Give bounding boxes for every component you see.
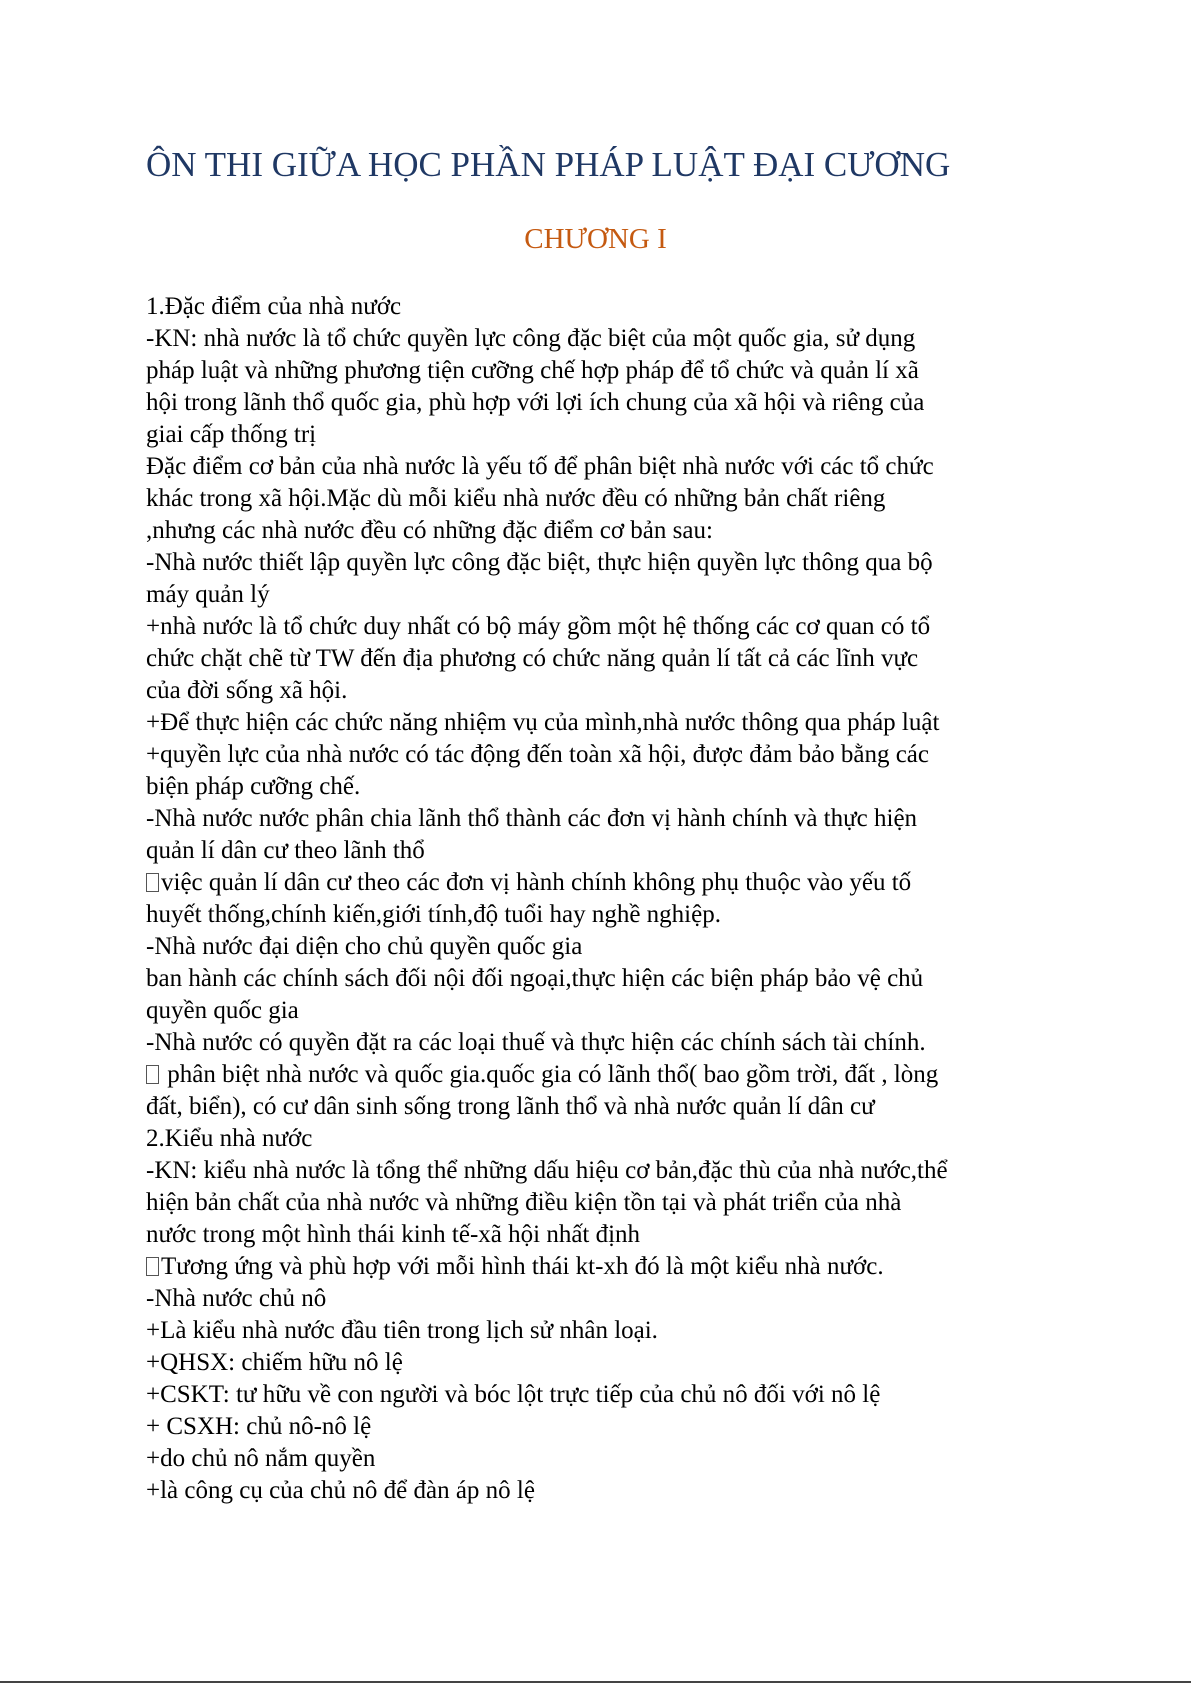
text-line: quyền quốc gia <box>146 997 299 1024</box>
text-line: -Nhà nước thiết lập quyền lực công đặc biệt, thực hiện quyền lực thông qua bộ <box>146 549 933 576</box>
text-line-with-symbol <box>146 1251 1066 1283</box>
footer-divider <box>0 1681 1191 1683</box>
text-line: -Nhà nước có quyền đặt ra các loại thuế và thực hiện các chính sách tài chính. <box>146 1029 926 1056</box>
text-line: nước trong một hình thái kinh tế-xã hội nhất định <box>146 1221 641 1248</box>
missing-glyph-box-icon <box>146 873 159 892</box>
text-line: +quyền lực của nhà nước có tác động đến toàn xã hội, được đảm bảo bằng các <box>146 741 929 768</box>
text-line-with-symbol <box>146 867 1066 899</box>
text-line: +Để thực hiện các chức năng nhiệm vụ của mình,nhà nước thông qua pháp luật <box>146 709 940 736</box>
document-title: ÔN THI GIỮA HỌC PHẦN PHÁP LUẬT ĐẠI CƯƠNG <box>146 145 951 184</box>
text-line: +nhà nước là tổ chức duy nhất có bộ máy gồm một hệ thống các cơ quan có tổ <box>146 613 931 640</box>
text-line: -KN: kiểu nhà nước là tổng thể những dấu hiệu cơ bản,đặc thù của nhà nước,thể <box>146 1157 948 1184</box>
text-line: +QHSX: chiếm hữu nô lệ <box>146 1349 403 1376</box>
text-line: của đời sống xã hội. <box>146 677 348 704</box>
text-line: -KN: nhà nước là tổ chức quyền lực công đặc biệt của một quốc gia, sử dụng <box>146 325 916 352</box>
text-line: +do chủ nô nắm quyền <box>146 1445 376 1472</box>
missing-glyph-box-icon <box>146 1257 159 1276</box>
text-line-with-symbol <box>146 1059 1066 1091</box>
text-line: hiện bản chất của nhà nước và những điều kiện tồn tại và phát triển của nhà <box>146 1189 902 1216</box>
text-line: đất, biển), có cư dân sinh sống trong lãnh thổ và nhà nước quản lí dân cư <box>146 1093 875 1120</box>
text-line: huyết thống,chính kiến,giới tính,độ tuổi hay nghề nghiệp. <box>146 901 721 928</box>
text-line: máy quản lý <box>146 581 270 608</box>
text-line: ban hành các chính sách đối nội đối ngoại,thực hiện các biện pháp bảo vệ chủ <box>146 965 924 992</box>
text-line: + CSXH: chủ nô-nô lệ <box>146 1413 372 1440</box>
chapter-heading: CHƯƠNG I <box>524 223 667 255</box>
text-line: khác trong xã hội.Mặc dù mỗi kiểu nhà nước đều có những bản chất riêng <box>146 485 886 512</box>
text-line: giai cấp thống trị <box>146 421 317 448</box>
text-line-content: việc quản lí dân cư theo các đơn vị hành chính không phụ thuộc vào yếu tố <box>161 869 912 896</box>
text-line: +là công cụ của chủ nô để đàn áp nô lệ <box>146 1477 535 1504</box>
text-line: pháp luật và những phương tiện cưỡng chế hợp pháp để tổ chức và quản lí xã <box>146 357 919 384</box>
text-line: -Nhà nước đại diện cho chủ quyền quốc gia <box>146 933 583 960</box>
text-line: ,nhưng các nhà nước đều có những đặc điểm cơ bản sau: <box>146 517 713 544</box>
body-text <box>146 291 1066 1507</box>
text-line: +Là kiểu nhà nước đầu tiên trong lịch sử nhân loại. <box>146 1317 658 1344</box>
text-line: -Nhà nước nước phân chia lãnh thổ thành các đơn vị hành chính và thực hiện <box>146 805 918 832</box>
text-line: +CSKT: tư hữu về con người và bóc lột trực tiếp của chủ nô đối với nô lệ <box>146 1381 881 1408</box>
text-line: chức chặt chẽ từ TW đến địa phương có chức năng quản lí tất cả các lĩnh vực <box>146 645 919 672</box>
text-line: hội trong lãnh thổ quốc gia, phù hợp với lợi ích chung của xã hội và riêng của <box>146 389 925 416</box>
text-line: Đặc điểm cơ bản của nhà nước là yếu tố để phân biệt nhà nước với các tổ chức <box>146 453 934 480</box>
text-line-content: phân biệt nhà nước và quốc gia.quốc gia có lãnh thổ( bao gồm trời, đất , lòng <box>161 1061 939 1088</box>
text-line: 1.Đặc điểm của nhà nước <box>146 293 402 320</box>
text-line: biện pháp cưỡng chế. <box>146 773 361 800</box>
text-line: quản lí dân cư theo lãnh thổ <box>146 837 425 864</box>
text-line: -Nhà nước chủ nô <box>146 1285 327 1312</box>
missing-glyph-box-icon <box>146 1065 159 1084</box>
text-line-content: Tương ứng và phù hợp với mỗi hình thái kt-xh đó là một kiểu nhà nước. <box>161 1253 884 1280</box>
text-line: 2.Kiểu nhà nước <box>146 1125 313 1152</box>
